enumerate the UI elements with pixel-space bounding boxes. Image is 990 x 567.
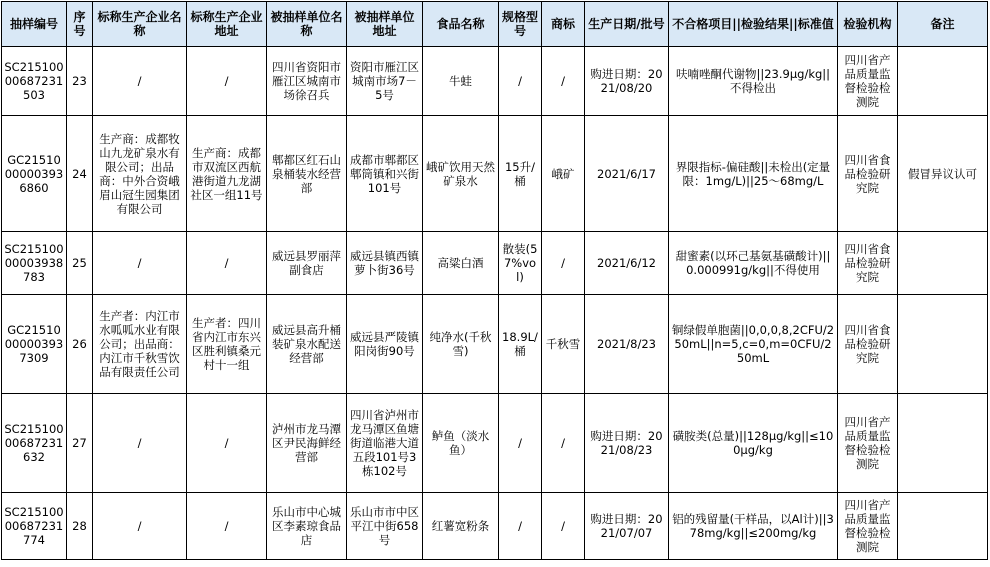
cell-manufacturer: / <box>93 493 187 560</box>
cell-sample-no: SC21510000003938783 <box>2 232 67 295</box>
header-manufacturer: 标称生产企业名称 <box>93 2 187 47</box>
cell-manufacturer-address: / <box>187 47 267 116</box>
cell-note <box>898 295 988 394</box>
table-row <box>2 493 988 560</box>
cell-seq: 27 <box>67 394 93 493</box>
cell-brand: / <box>542 394 585 493</box>
cell-date: 购进日期：2021/07/07 <box>585 493 669 560</box>
header-food-name: 食品名称 <box>423 2 499 47</box>
cell-sample-no: GC21510000003937309 <box>2 295 67 394</box>
cell-sampled-address: 威远县镇西镇萝卜街36号 <box>347 232 423 295</box>
cell-manufacturer-address: 生产商：成都市双流区西航港街道九龙湖社区一组11号 <box>187 116 267 232</box>
cell-sample-no: SC21510000687231774 <box>2 493 67 560</box>
cell-sampled-unit: 泸州市龙马潭区尹民海鲜经营部 <box>267 394 347 493</box>
cell-sample-no: SC21510000687231632 <box>2 394 67 493</box>
cell-date: 2021/6/12 <box>585 232 669 295</box>
cell-manufacturer: / <box>93 232 187 295</box>
cell-date: 购进日期：2021/08/20 <box>585 47 669 116</box>
cell-seq: 28 <box>67 493 93 560</box>
cell-seq: 24 <box>67 116 93 232</box>
cell-food-name: 峨矿饮用天然矿泉水 <box>423 116 499 232</box>
header-date: 生产日期/批号 <box>585 2 669 47</box>
cell-sampled-address: 四川省泸州市龙马潭区鱼塘街道临港大道五段101号3栋102号 <box>347 394 423 493</box>
cell-result: 铜绿假单胞菌||0,0,0,8,2CFU/250mL||n=5,c=0,m=0CFU/250mL <box>669 295 838 394</box>
cell-note <box>898 232 988 295</box>
cell-sample-no: GC21510000003936860 <box>2 116 67 232</box>
cell-manufacturer-address: / <box>187 394 267 493</box>
cell-date: 2021/8/23 <box>585 295 669 394</box>
cell-agency: 四川省产品质量监督检验检测院 <box>838 493 898 560</box>
cell-spec: 散装(57%vol) <box>499 232 542 295</box>
cell-seq: 25 <box>67 232 93 295</box>
cell-food-name: 红薯宽粉条 <box>423 493 499 560</box>
cell-note: 假冒异议认可 <box>898 116 988 232</box>
cell-manufacturer: 生产者：内江市水呱呱水业有限公司；出品商：内江市千秋雪饮品有限责任公司 <box>93 295 187 394</box>
cell-date: 2021/6/17 <box>585 116 669 232</box>
table-header-row <box>2 2 988 47</box>
cell-brand: / <box>542 232 585 295</box>
cell-date: 购进日期：2021/08/23 <box>585 394 669 493</box>
cell-note <box>898 47 988 116</box>
cell-agency: 四川省产品质量监督检验检测院 <box>838 394 898 493</box>
table-row <box>2 394 988 493</box>
header-sample-no: 抽样编号 <box>2 2 67 47</box>
inspection-results-table <box>1 1 988 560</box>
cell-note <box>898 493 988 560</box>
header-result: 不合格项目||检验结果||标准值 <box>669 2 838 47</box>
cell-result: 界限指标-偏硅酸||未检出(定量限：1mg/L)||25～68mg/L <box>669 116 838 232</box>
cell-sampled-unit: 威远县罗丽萍副食店 <box>267 232 347 295</box>
cell-sampled-address: 乐山市市中区平江中街658号 <box>347 493 423 560</box>
cell-agency: 四川省食品检验研究院 <box>838 116 898 232</box>
cell-spec: / <box>499 493 542 560</box>
cell-manufacturer-address: / <box>187 493 267 560</box>
cell-sampled-address: 成都市郫都区郫筒镇和兴街101号 <box>347 116 423 232</box>
table-row <box>2 295 988 394</box>
cell-result: 磺胺类(总量)||128μg/kg||≤100μg/kg <box>669 394 838 493</box>
cell-sampled-unit: 威远县高升桶装矿泉水配送经营部 <box>267 295 347 394</box>
cell-seq: 26 <box>67 295 93 394</box>
cell-sample-no: SC21510000687231503 <box>2 47 67 116</box>
cell-agency: 四川省食品检验研究院 <box>838 295 898 394</box>
table-row <box>2 47 988 116</box>
table-row <box>2 232 988 295</box>
cell-note <box>898 394 988 493</box>
cell-food-name: 高粱白酒 <box>423 232 499 295</box>
cell-spec: / <box>499 47 542 116</box>
cell-agency: 四川省食品检验研究院 <box>838 232 898 295</box>
cell-sampled-unit: 乐山市中心城区李素琼食品店 <box>267 493 347 560</box>
cell-result: 铝的残留量(干样品，以Al计)||378mg/kg||≤200mg/kg <box>669 493 838 560</box>
cell-result: 呋喃唑酮代谢物||23.9μg/kg||不得检出 <box>669 47 838 116</box>
header-sampled-unit: 被抽样单位名称 <box>267 2 347 47</box>
cell-manufacturer-address: / <box>187 232 267 295</box>
cell-result: 甜蜜素(以环己基氨基磺酸计)||0.000991g/kg||不得使用 <box>669 232 838 295</box>
header-agency: 检验机构 <box>838 2 898 47</box>
cell-agency: 四川省产品质量监督检验检测院 <box>838 47 898 116</box>
header-sampled-address: 被抽样单位地址 <box>347 2 423 47</box>
cell-manufacturer-address: 生产者：四川省内江市东兴区胜利镇桑元村十一组 <box>187 295 267 394</box>
cell-brand: 峨矿 <box>542 116 585 232</box>
cell-manufacturer: / <box>93 47 187 116</box>
header-brand: 商标 <box>542 2 585 47</box>
cell-sampled-unit: 四川省资阳市雁江区城南市场徐召兵 <box>267 47 347 116</box>
cell-spec: 15升/桶 <box>499 116 542 232</box>
header-spec: 规格型号 <box>499 2 542 47</box>
cell-manufacturer: 生产商：成都牧山九龙矿泉水有限公司；出品商：中外合资峨眉山冠生园集团有限公司 <box>93 116 187 232</box>
cell-manufacturer: / <box>93 394 187 493</box>
cell-spec: / <box>499 394 542 493</box>
header-manufacturer-address: 标称生产企业地址 <box>187 2 267 47</box>
cell-food-name: 牛蛙 <box>423 47 499 116</box>
cell-brand: / <box>542 493 585 560</box>
cell-food-name: 纯净水(千秋雪) <box>423 295 499 394</box>
cell-brand: / <box>542 47 585 116</box>
cell-sampled-address: 资阳市雁江区城南市场7－5号 <box>347 47 423 116</box>
cell-seq: 23 <box>67 47 93 116</box>
cell-spec: 18.9L/桶 <box>499 295 542 394</box>
cell-food-name: 鲈鱼（淡水鱼） <box>423 394 499 493</box>
cell-sampled-address: 威远县严陵镇阳岗街90号 <box>347 295 423 394</box>
cell-brand: 千秋雪 <box>542 295 585 394</box>
header-note: 备注 <box>898 2 988 47</box>
cell-sampled-unit: 郫都区红石山泉桶装水经营部 <box>267 116 347 232</box>
header-seq: 序号 <box>67 2 93 47</box>
table-row <box>2 116 988 232</box>
